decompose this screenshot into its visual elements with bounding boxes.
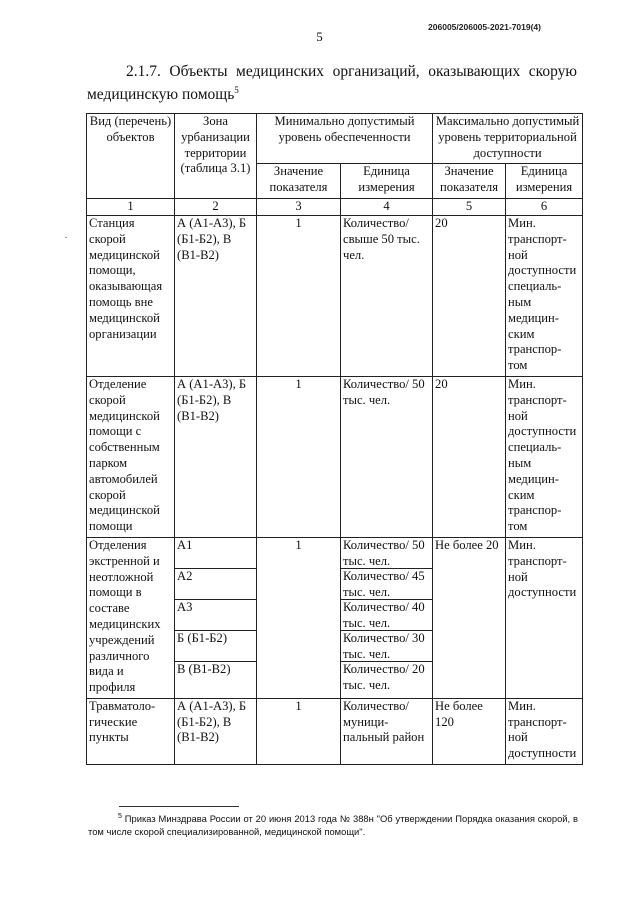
norms-table <box>86 113 583 765</box>
min-unit: Количество/ свыше 50 тыс. чел. <box>341 215 433 376</box>
max-value: 20 <box>433 215 506 376</box>
zone-sub-list <box>175 537 257 698</box>
min-value: 1 <box>257 537 341 698</box>
footnote-text: Приказ Минздрава России от 20 июня 2013 года № 388н "Об утверждении Порядка оказания скорой, в том числе скорой специализированной, медицинской помощи". <box>88 813 578 838</box>
footnote-ref: 5 <box>234 85 239 95</box>
min-value: 1 <box>257 698 341 764</box>
max-unit: Мин. транспорт- ной доступности специаль- ным медицин- ским транспор- том <box>506 376 583 537</box>
footnote-separator <box>119 806 239 807</box>
min-unit: Количество/ муници- пальный район <box>341 698 433 764</box>
header-row-1 <box>87 114 583 164</box>
footnote-number: 5 <box>118 813 122 820</box>
zone: А (А1-А3), Б (Б1-Б2), В (В1-В2) <box>175 698 257 764</box>
header-value2: Значение показателя <box>433 164 506 199</box>
zone: А2 <box>175 569 256 600</box>
max-unit: Мин. транспорт- ной доступности <box>506 537 583 698</box>
header-group-min: Минимально допустимый уровень обеспеченности <box>257 114 433 164</box>
min-unit-sub-list <box>341 537 433 698</box>
object-name: Отделение скорой медицинской помощи с собственным парком автомобилей скорой медицинской помощи <box>87 376 175 537</box>
min-unit: Количество/ 50 тыс. чел. <box>341 538 432 569</box>
max-value: Не более 120 <box>433 698 506 764</box>
table-row <box>87 376 583 537</box>
header-unit: Единица измерения <box>341 164 433 199</box>
zone: А (А1-А3), Б (Б1-Б2), В (В1-В2) <box>175 376 257 537</box>
header-group-max: Максимально допустимый уровень территориальной доступности <box>433 114 583 164</box>
object-name: Станция скорой медицинской помощи, оказывающая помощь вне медицинской организации <box>87 215 175 376</box>
section-heading-text: 2.1.7. Объекты медицинских организаций, оказывающих скорую медицинскую помощь <box>87 63 577 104</box>
zone: А3 <box>175 600 256 631</box>
zone: А1 <box>175 538 256 569</box>
max-value: 20 <box>433 376 506 537</box>
table-row <box>87 215 583 376</box>
object-name: Отделения экстренной и неотложной помощи в составе медицинских учреждений различного вида и профиля <box>87 537 175 698</box>
column-number-row <box>87 198 583 215</box>
min-unit: Количество/ 20 тыс. чел. <box>343 661 425 692</box>
col-number: 2 <box>175 198 257 215</box>
col-number: 6 <box>506 198 583 215</box>
zone: Б (Б1-Б2) <box>175 631 256 662</box>
header-col1: Вид (перечень) объектов <box>87 114 175 199</box>
object-name: Травматоло- гические пункты <box>87 698 175 764</box>
header-col2: Зона урбанизации территории (таблица 3.1) <box>175 114 257 199</box>
header-value: Значение показателя <box>257 164 341 199</box>
col-number: 1 <box>87 198 175 215</box>
min-unit: Количество/ 40 тыс. чел. <box>341 600 432 631</box>
col-number: 5 <box>433 198 506 215</box>
margin-mark: · <box>64 230 68 244</box>
min-unit: Количество/ 50 тыс. чел. <box>341 376 433 537</box>
col-number: 4 <box>341 198 433 215</box>
max-unit: Мин. транспорт- ной доступности <box>506 698 583 764</box>
document-id: 206005/206005-2021-7019(4) <box>428 22 541 32</box>
page-number: 5 <box>316 29 323 44</box>
min-value: 1 <box>257 215 341 376</box>
footnote <box>88 810 578 838</box>
table-row <box>87 537 583 698</box>
header-unit2: Единица измерения <box>506 164 583 199</box>
min-unit: Количество/ 45 тыс. чел. <box>341 569 432 600</box>
max-value: Не более 20 <box>433 537 506 698</box>
col-number: 3 <box>257 198 341 215</box>
min-unit: Количество/ 30 тыс. чел. <box>341 631 432 662</box>
min-value: 1 <box>257 376 341 537</box>
section-heading <box>87 62 577 104</box>
zone: А (А1-А3), Б (Б1-Б2), В (В1-В2) <box>175 215 257 376</box>
zone: В (В1-В2) <box>177 661 231 676</box>
max-unit: Мин. транспорт- ной доступности специаль- ным медицин- ским транспор- том <box>506 215 583 376</box>
table-row <box>87 698 583 764</box>
